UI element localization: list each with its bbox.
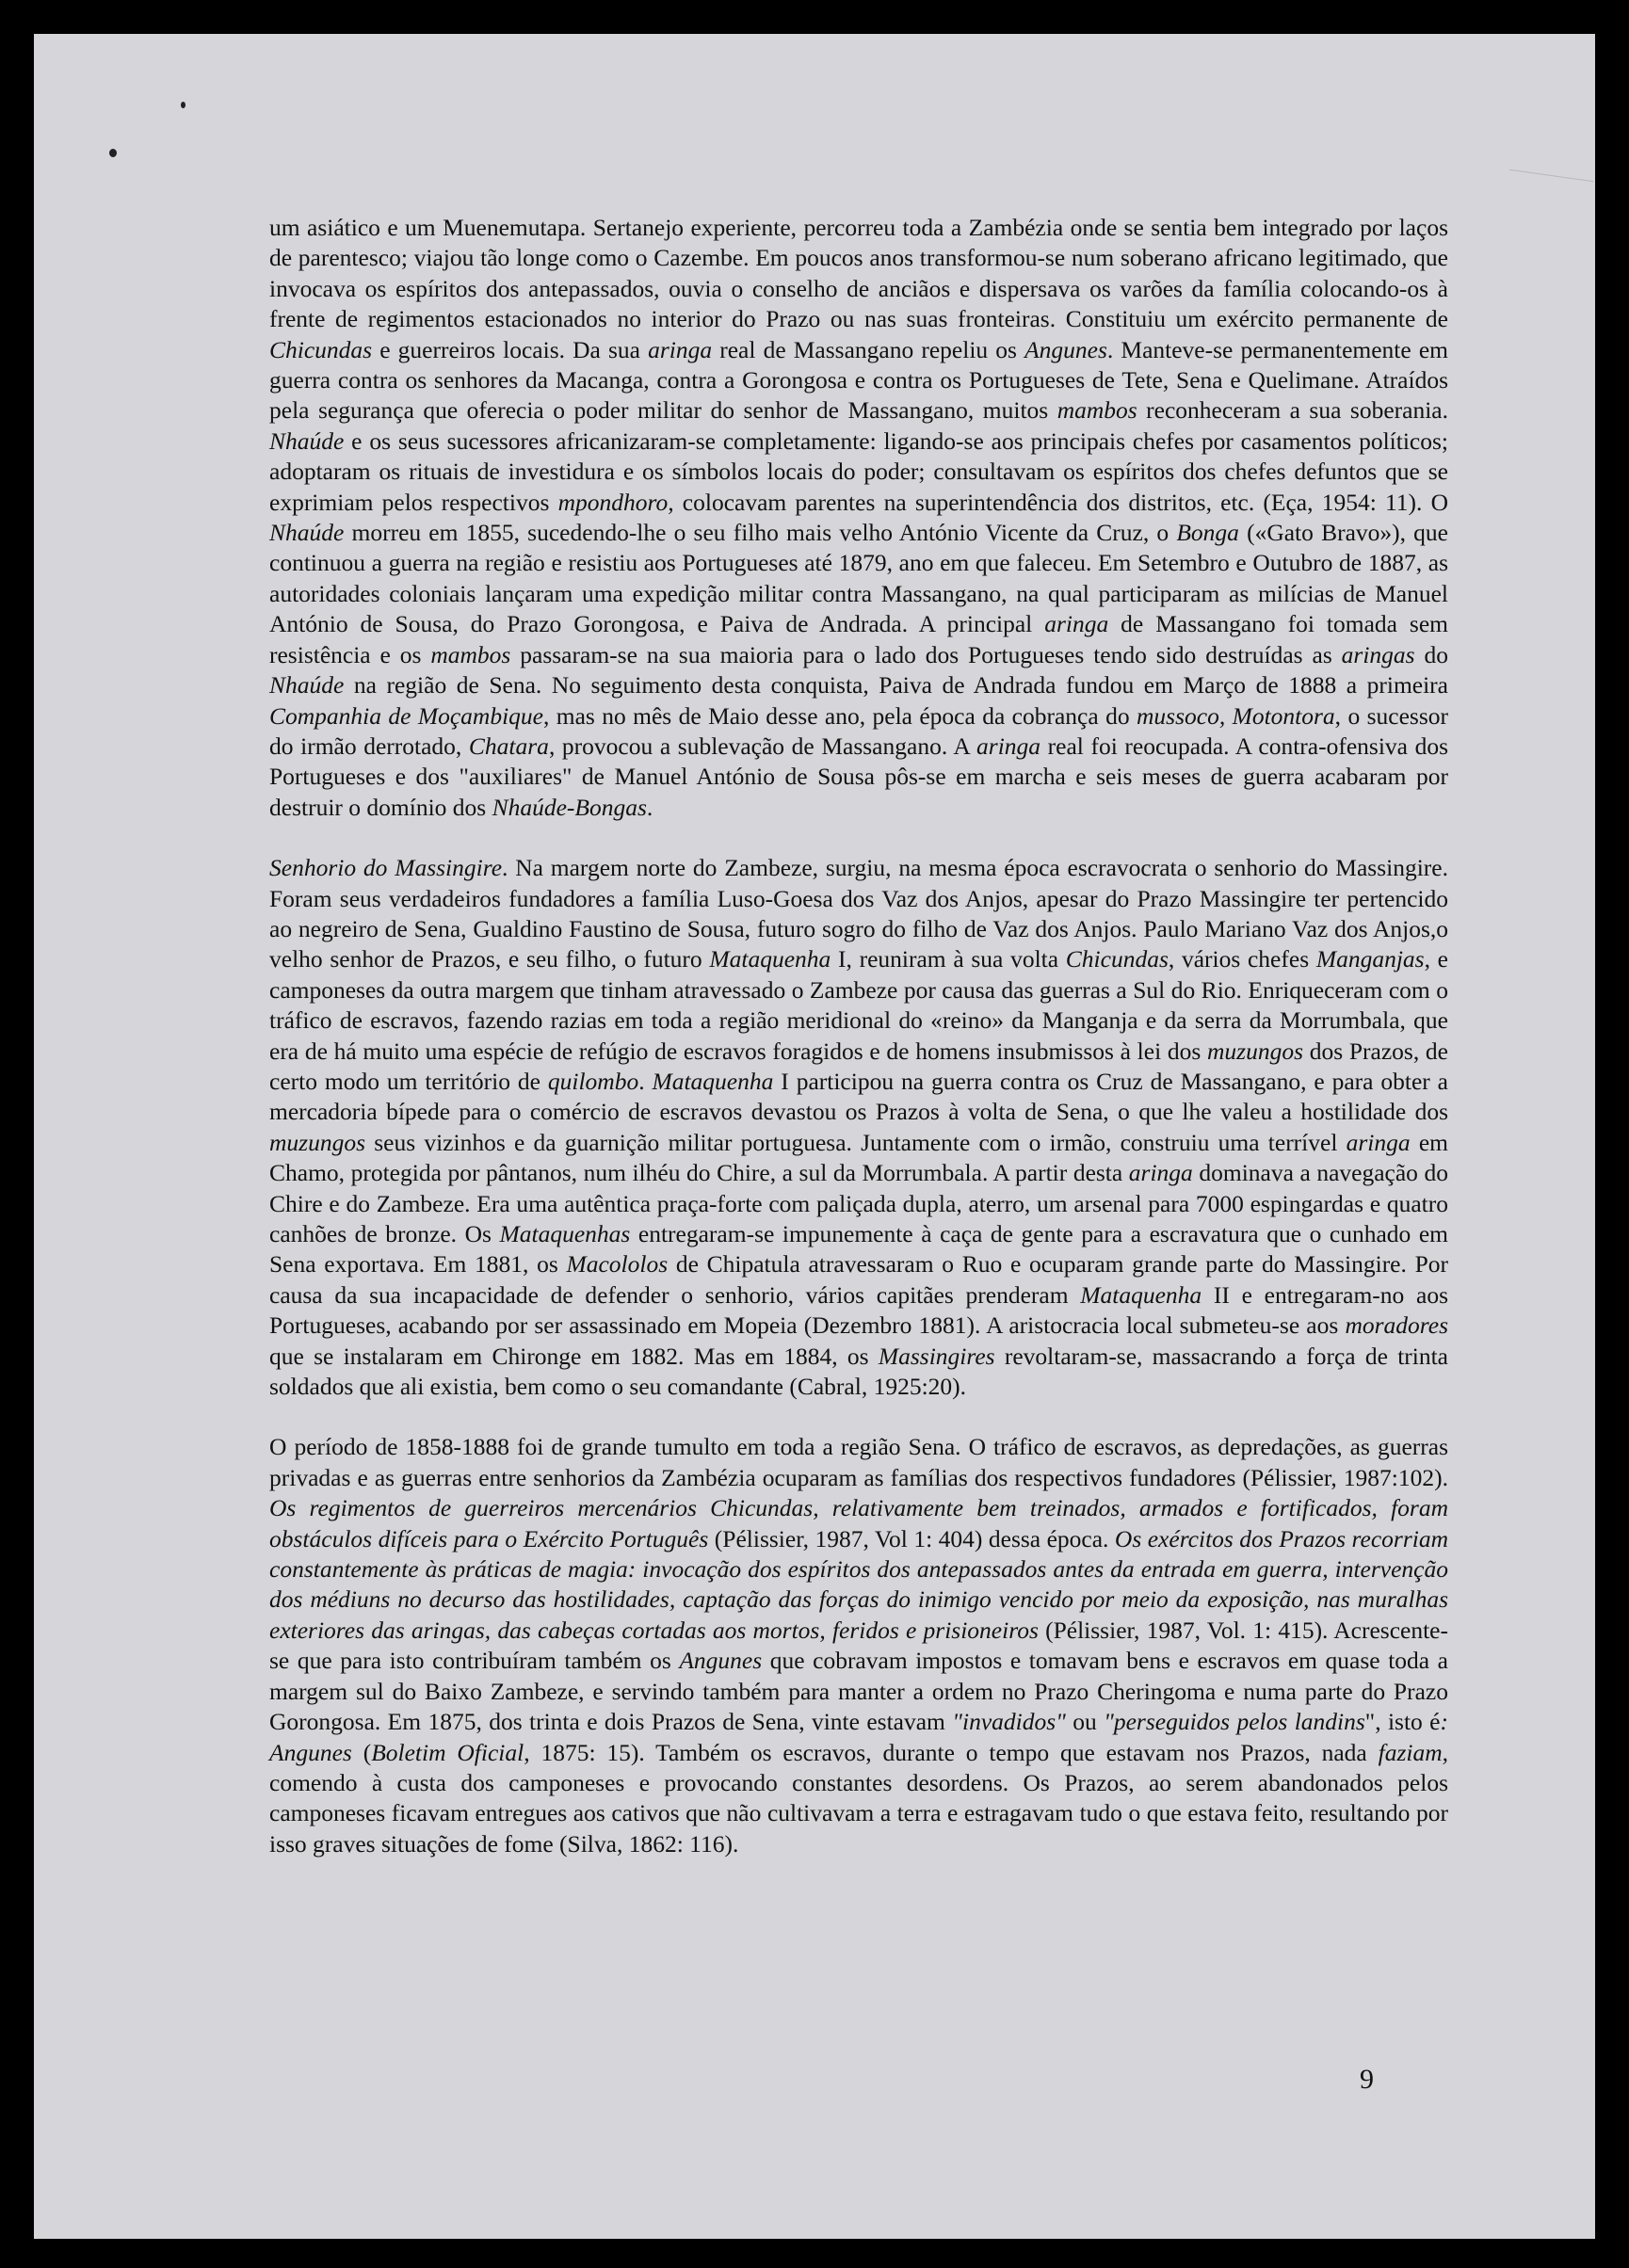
page-number: 9 xyxy=(1360,2064,1374,2095)
italic-run: : xyxy=(1440,1708,1448,1736)
text-run: em Chamo, protegida por pântanos, num ilhéu do Chire, a sul da Morrumbala. A partir desta xyxy=(269,1128,1448,1187)
text-run: seus vizinhos e da guarnição militar portuguesa. Juntamente com o irmão, construiu uma terrível xyxy=(365,1128,1347,1156)
text-run: colocavam parentes na superintendência dos distritos, etc. (Eça, 1954: 11). O xyxy=(673,488,1448,516)
italic-run: mambos xyxy=(430,640,511,668)
text-run: na região de Sena. No seguimento desta conquista, Paiva de Andrada fundou em Março de 1888 a primeira xyxy=(344,671,1448,700)
italic-run: aringa xyxy=(1346,1128,1411,1156)
italic-run: Massingires xyxy=(878,1342,995,1370)
italic-run: Nhaúde xyxy=(269,671,345,700)
italic-run: Mataquenha xyxy=(1080,1280,1202,1309)
text-run: que se instalaram em Chironge em 1882. Mas em 1884, os xyxy=(269,1342,879,1370)
text-run: e os seus sucessores africanizaram-se completamente: ligando-se aos principais chefes por casamentos políticos; adoptaram os rituais de investidura e os símbolos locais do poder; consultavam os espíritos dos chefes defuntos que se exprimiam pelos respectivos xyxy=(269,426,1448,516)
italic-run: aringas xyxy=(1341,640,1415,668)
scan-speck xyxy=(181,102,185,108)
italic-run: Mataquenha xyxy=(652,1067,774,1095)
scan-mark xyxy=(1508,169,1593,189)
italic-run: Mataquenha xyxy=(709,945,831,973)
text-run: passaram-se na sua maioria para o lado dos Portugueses tendo sido destruídas as xyxy=(510,640,1342,668)
italic-run: Angunes xyxy=(269,1738,352,1766)
text-run: real foi reocupada. A contra-ofensiva dos Portugueses e dos "auxiliares" de Manuel António de Sousa pôs-se em marcha e seis meses de guerra acabaram por destruir o domínio dos xyxy=(269,732,1449,821)
italic-run: aringa xyxy=(648,335,713,363)
text-run: ou xyxy=(1065,1708,1105,1736)
text-run: . xyxy=(646,793,653,821)
text-run: de Massangano foi tomada sem resistência e os xyxy=(269,610,1448,668)
italic-run: Bonga xyxy=(1176,519,1239,547)
italic-run: Angunes xyxy=(1024,335,1107,363)
text-run: I, reuniram à sua volta xyxy=(831,945,1066,973)
italic-run: aringa xyxy=(1128,1159,1193,1187)
text-run: («Gato Bravo»), que continuou a guerra na região e resistiu aos Portugueses até 1879, ano em que faleceu. Em Setembro e Outubro de 1887, as autoridades coloniais lançaram uma expedição militar contra Massangano, na qual participaram as milícias de Manuel António de Sousa, do Prazo Gorongosa, e Paiva de Andrada. A principal xyxy=(269,519,1448,638)
text-run: O período de 1858-1888 foi de grande tumulto em toda a região Sena. O tráfico de escravos, as depredações, as guerras privadas e as guerras entre senhorios da Zambézia ocuparam as famílias dos respectivos fundadores (Pélissier, 1987:102). xyxy=(269,1433,1448,1491)
italic-run: moradores xyxy=(1345,1311,1448,1340)
italic-run: Manganjas xyxy=(1315,945,1425,973)
italic-run: "perseguidos pelos landins xyxy=(1104,1708,1365,1736)
italic-run: Chicundas xyxy=(1065,945,1169,973)
italic-run: Os regimentos de guerreiros mercenários Chicundas, relativamente bem treinados, armados e fortificados, foram obstáculos difíceis para o Exército Português xyxy=(269,1494,1448,1552)
italic-run: Os exércitos dos Prazos recorriam constantemente às práticas de magia: invocação dos espíritos dos antepassados antes da entrada em guerra, intervenção dos médiuns no decurso das hostilidades, captação das forças do inimigo vencido por meio da exposição, nas muralhas exteriores das aringas, das cabeças cortadas aos mortos, feridos e prisioneiros xyxy=(269,1524,1448,1644)
italic-run: Senhorio do Massingire xyxy=(269,854,503,882)
text-run: , e camponeses da outra margem que tinham atravessado o Zambeze por causa das guerras a Sul do Rio. Enriqueceram com o tráfico de escravos, fazendo razias em toda a região meridional do «reino» da Manganja e da serra da Morrumbala, que era de há muito uma espécie de refúgio de escravos foragidos e de homens insubmissos à lei dos xyxy=(269,945,1448,1065)
text-run: e guerreiros locais. Da sua xyxy=(372,335,649,363)
body-text xyxy=(269,213,1448,1890)
text-run: ", isto é xyxy=(1364,1708,1441,1736)
italic-run: Nhaúde-Bongas xyxy=(492,793,647,821)
italic-run: Angunes xyxy=(679,1647,763,1675)
italic-run: Nhaúde xyxy=(269,519,345,547)
text-run: entregaram-se impunemente à caça de gente para a escravatura que o cunhado em Sena exportava. Em 1881, os xyxy=(269,1220,1449,1279)
text-run: . Manteve-se permanentemente em guerra contra os senhores da Macanga, contra a Gorongosa e contra os Portugueses de Tete, Sena e Quelimane. Atraídos pela segurança que oferecia o poder militar do senhor de Massangano, muitos xyxy=(269,335,1448,425)
italic-run: aringa xyxy=(976,732,1041,760)
text-run: comendo à custa dos camponeses e provocando constantes desordens. Os Prazos, ao serem abandonados pelos camponeses ficavam entregues aos cativos que não cultivavam a terra e estragavam tudo o que estava feito, resultando por isso graves situações de fome (Silva, 1862: 116). xyxy=(269,1768,1448,1858)
text-run: . Na margem norte do Zambeze, surgiu, na mesma época escravocrata o senhorio do Massingire. Foram seus verdadeiros fundadores a família Luso-Goesa dos Vaz dos Anjos, apesar do Prazo Massingire ter pertencido ao negreiro de Sena, Gualdino Faustino de Sousa, futuro sogro do filho de Vaz dos Anjos. Paulo Mariano Vaz dos Anjos,o velho senhor de Prazos, e seu filho, o futuro xyxy=(269,854,1448,973)
italic-run: aringa xyxy=(1044,610,1109,638)
text-run: , 1875: 15). Também os escravos, durante o tempo que estavam nos Prazos, nada xyxy=(524,1738,1379,1766)
italic-run: Macololos xyxy=(566,1250,669,1279)
text-run: do xyxy=(1414,640,1449,668)
italic-run: Chatara xyxy=(468,732,549,760)
text-run: dominava a navegação do Chire e do Zambeze. Era uma autêntica praça-forte com paliçada dupla, aterro, um arsenal para 7000 espingardas e quatro canhões de bronze. Os xyxy=(269,1159,1448,1247)
text-run: , o sucessor do irmão derrotado, xyxy=(269,701,1448,760)
italic-run: Chicundas xyxy=(269,335,373,363)
italic-run: muzungos xyxy=(1207,1037,1304,1065)
italic-run: mpondhoro, xyxy=(557,488,674,516)
italic-run: "invadidos" xyxy=(952,1708,1066,1736)
text-run: que cobravam impostos e tomavam bens e escravos em quase toda a margem sul do Baixo Zambeze, e servindo também para manter a ordem no Prazo Cheringoma e numa parte do Prazo Gorongosa. Em 1875, dos trinta e dois Prazos de Sena, vinte estavam xyxy=(269,1647,1448,1736)
text-run: II e entregaram-no aos Portugueses, acabando por ser assassinado em Mopeia (Dezembro 1881). A aristocracia local submeteu-se aos xyxy=(269,1280,1449,1340)
italic-run: faziam, xyxy=(1378,1738,1448,1766)
text-run: morreu em 1855, sucedendo-lhe o seu filho mais velho António Vicente da Cruz, o xyxy=(344,519,1177,547)
italic-run: mambos xyxy=(1056,396,1137,425)
italic-run: Boletim Oficial xyxy=(371,1738,524,1766)
text-run: (Pélissier, 1987, Vol 1: 404) dessa época. xyxy=(708,1524,1115,1552)
text-run: (Pélissier, 1987, Vol. 1: 415). Acrescente-se que para isto contribuíram também os xyxy=(269,1616,1448,1675)
text-run: de Chipatula atravessaram o Ruo e ocuparam grande parte do Massingire. Por causa da sua incapacidade de defender o senhorio, vários capitães prenderam xyxy=(269,1250,1449,1309)
text-run: . xyxy=(638,1067,653,1095)
italic-run: mussoco, Motontora xyxy=(1136,701,1335,730)
paragraph xyxy=(269,213,1448,823)
paragraph xyxy=(269,1432,1448,1859)
italic-run: Companhia de Moçambique xyxy=(269,701,543,730)
text-run: dos Prazos, de certo modo um território de xyxy=(269,1037,1448,1095)
text-run: , provocou a sublevação de Massangano. A xyxy=(548,732,977,760)
italic-run: quilombo xyxy=(547,1067,639,1095)
scan-speck xyxy=(109,149,117,157)
text-run: revoltaram-se, massacrando a força de trinta soldados que ali existia, bem como o seu comandante (Cabral, 1925:20). xyxy=(269,1342,1449,1401)
italic-run: Nhaúde xyxy=(269,426,345,455)
text-run: , vários chefes xyxy=(1168,945,1316,973)
text-run: , mas no mês de Maio desse ano, pela época da cobrança do xyxy=(543,701,1137,730)
paragraph xyxy=(269,853,1448,1402)
italic-run: muzungos xyxy=(269,1128,366,1156)
text-run: reconheceram a sua soberania. xyxy=(1137,396,1448,425)
italic-run: Mataquenhas xyxy=(499,1220,631,1247)
text-run: I participou na guerra contra os Cruz de Massangano, e para obter a mercadoria bípede para o comércio de escravos devastou os Prazos à volta de Sena, o que lhe valeu a hostilidade dos xyxy=(269,1067,1448,1126)
text-run: um asiático e um Muenemutapa. Sertanejo experiente, percorreu toda a Zambézia onde se sentia bem integrado por laços de parentesco; viajou tão longe como o Cazembe. Em poucos anos transformou-se num soberano africano legitimado, que invocava os espíritos dos antepassados, ouvia o conselho de anciãos e dispersava os varões da família colocando-os à frente de regimentos estacionados no interior do Prazo ou nas suas fronteiras. Constituiu um exército permanente de xyxy=(269,214,1448,333)
text-run: real de Massangano repeliu os xyxy=(712,335,1025,363)
text-run: ( xyxy=(351,1738,372,1766)
